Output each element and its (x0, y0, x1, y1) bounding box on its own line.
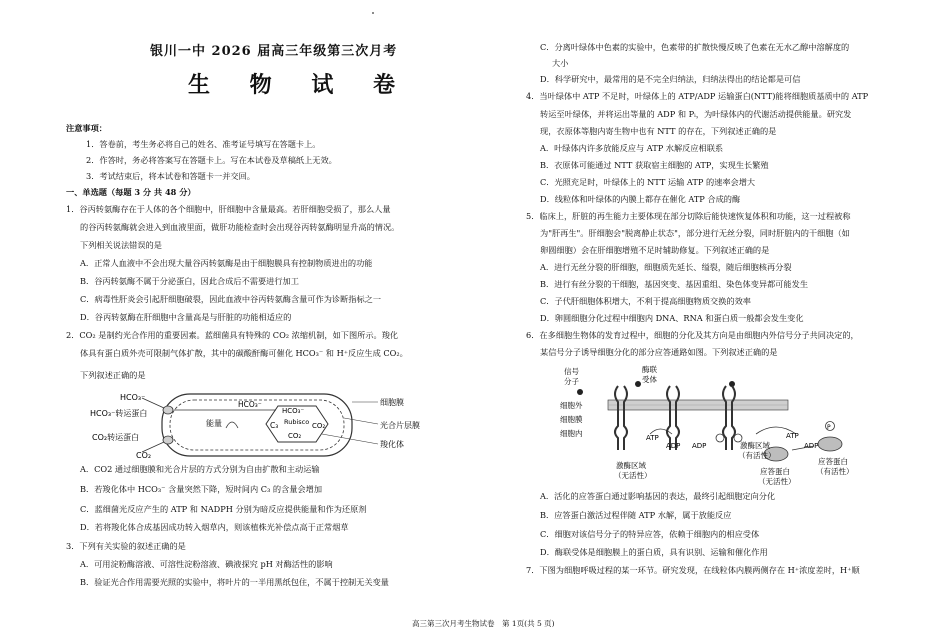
option-line: B．验证光合作用需要光照的实验中，将叶片的一半用黑纸包住，不属于控制无关变量 (80, 577, 389, 587)
fig2-kinase-inactive-l1: 激酶区域 (616, 461, 646, 470)
question-line: 6．在多细胞生物体的发育过程中，细胞的分化及其方向是由细胞内外信号分子共同决定的， (526, 330, 859, 340)
question-line: 某信号分子诱导细胞分化的部分应答通路如图。下列叙述正确的是 (540, 347, 778, 357)
fig2-atp: ATP (646, 434, 659, 442)
fig2-kinase-active-l2: （有活性） (738, 451, 776, 460)
section-heading: 一、单选题（每题 3 分 共 48 分） (66, 187, 196, 197)
option-line: A．进行无丝分裂的肝细胞，细胞质先延长、缢裂，随后细胞核再分裂 (540, 262, 792, 272)
option-line: 大小 (552, 58, 569, 68)
question-line: 7．下图为细胞呼吸过程的某一环节。研究发现，在线粒体内膜两侧存在 H⁺浓度差时，H⁺顺 (526, 565, 860, 575)
figure-co2-mechanism (90, 388, 420, 462)
option-line: B．进行有丝分裂的干细胞，基因突变、基因重组、染色体变异都可能发生 (540, 279, 809, 289)
question-line: 1．谷丙转氨酶存在于人体的各个细胞中，肝细胞中含量最高。若肝细胞受损了，那么人量 (66, 204, 391, 214)
scan-dot (372, 12, 374, 14)
question-line: 下列叙述正确的是 (80, 370, 146, 380)
fig1-energy: 能量 (206, 419, 222, 428)
note-item: 1．答卷前，考生务必将自己的姓名、准考证号填写在答题卡上。 (86, 139, 321, 149)
signal-molecule-dot (577, 389, 583, 395)
fig1-label-carboxysome: 羧化体 (380, 440, 404, 449)
subject-title: 生 物 试 卷 (188, 72, 411, 98)
fig1-label-lamella: 光合片层膜 (380, 421, 420, 430)
option-line: A．CO2 通过细胞膜和光合片层的方式分别为自由扩散和主动运输 (80, 464, 320, 474)
question-line: 卵圆细胞）会在肝细胞增殖不足时辅助修复。下列叙述正确的是 (540, 245, 770, 255)
fig2-response-active-l2: （有活性） (816, 467, 854, 476)
option-line: B．谷丙转氨酶不属于分泌蛋白，因此合成后不需要进行加工 (80, 276, 299, 286)
fig1-c3: C₃ (270, 421, 279, 430)
option-line: A．正常人血液中不会出现大量谷丙转氨酶是由于细胞膜具有控制物质进出的功能 (80, 258, 373, 268)
question-line: 的谷丙转氨酶就会进入到血液里面，做肝功能检查时会出现谷丙转氨酶明显升高的情况。 (80, 222, 400, 232)
question-line: 3．下列有关实验的叙述正确的是 (66, 541, 186, 551)
fig2-signal-l2: 分子 (564, 377, 579, 386)
fig1-co2-b: CO₂ (288, 432, 302, 440)
page-footer: 高三第三次月考生物试卷 第 1页(共 5 页) (412, 619, 555, 628)
fig2-adp3: ADP (804, 442, 819, 450)
question-line: 为"肝再生"。肝细胞会"脱离静止状态"，部分进行无丝分裂，同时肝脏内的干细胞（如 (540, 228, 850, 238)
option-line: A．叶绿体内许多放能反应与 ATP 水解反应相联系 (540, 143, 724, 153)
question-line: 现，衣原体等胞内寄生物中也有 NTT 的存在，下列叙述正确的是 (540, 126, 777, 136)
fig1-hco3-inner: HCO₃⁻ (282, 407, 305, 415)
option-line: B．若羧化体中 HCO₃⁻ 含量突然下降，短时间内 C₃ 的含量会增加 (80, 484, 323, 494)
fig2-adp1: ADP (666, 442, 681, 450)
school-title: 银川一中 2026 届高三年级第三次月考 (150, 44, 398, 59)
signal-molecule-dot (635, 381, 641, 387)
option-line: A．可用淀粉酶溶液、可溶性淀粉溶液、碘液探究 pH 对酶活性的影响 (80, 559, 333, 569)
fig2-response-active-l1: 应答蛋白 (818, 457, 848, 466)
option-line: D．线粒体和叶绿体的内膜上都存在催化 ATP 合成的酶 (540, 194, 741, 204)
fig2-p: P (827, 424, 831, 431)
co2-transporter-shape (163, 436, 173, 444)
question-line: 2．CO₂ 是制约光合作用的重要因素。蓝细菌具有特殊的 CO₂ 浓缩机制，如下图所示。羧化 (66, 330, 399, 340)
fig1-label-membrane: 细胞膜 (380, 398, 404, 407)
question-line: 4．当叶绿体中 ATP 不足时，叶绿体上的 ATP/ADP 运输蛋白(NTT)能将细胞质基质中的 ATP (526, 91, 869, 101)
fig2-response-inactive-l1: 应答蛋白 (760, 467, 790, 476)
option-line: C．病毒性肝炎会引起肝细胞破裂，因此血液中谷丙转氨酶含量可作为诊断指标之一 (80, 294, 382, 304)
fig2-signal-l1: 信号 (564, 367, 579, 376)
option-line: D．卵圆细胞分化过程中细胞内 DNA、RNA 和蛋白质一般都会发生变化 (540, 313, 804, 323)
option-line: C．光照充足时，叶绿体上的 NTT 运输 ATP 的速率会增大 (540, 177, 756, 187)
option-line: D．酶联受体是细胞膜上的蛋白质，具有识别、运输和催化作用 (540, 547, 768, 557)
fig2-membrane: 细胞膜 (560, 415, 583, 424)
fig1-co2-bottom: CO₂ (136, 451, 152, 460)
question-line: 下列相关说法错误的是 (80, 240, 162, 250)
question-line: 5．临床上，肝脏的再生能力主要体现在部分切除后能快速恢复体积和功能，这一过程被称 (526, 211, 851, 221)
note-item: 3．考试结束后，将本试卷和答题卡一并交回。 (86, 171, 255, 181)
receptor-left-chain (615, 386, 618, 450)
option-line: D．科学研究中，最常用的是不完全归纳法，归纳法得出的结论都是可信 (540, 74, 801, 84)
fig2-receptor-l2: 受体 (642, 375, 657, 384)
question-line: 转运至叶绿体，并将运出等量的 ADP 和 Pᵢ，为叶绿体内的代谢活动提供能量。研究发 (540, 109, 852, 119)
option-line: C．蓝细菌光反应产生的 ATP 和 NADPH 分别为暗反应提供能量和作为还原剂 (80, 504, 367, 514)
phosphate-circle (716, 434, 724, 442)
fig1-co2-a: CO₂ (312, 422, 326, 430)
notes-heading: 注意事项： (66, 123, 107, 133)
fig1-co2-transporter: CO₂转运蛋白 (92, 433, 140, 442)
fig1-rubisco: Rubisco (284, 418, 310, 426)
option-line: B．衣原体可能通过 NTT 获取宿主细胞的 ATP，实现生长繁殖 (540, 160, 769, 170)
option-line: C．细胞对该信号分子的特异应答，依赖于细胞内的相应受体 (540, 529, 760, 539)
fig2-receptor-l1: 酶联 (642, 365, 657, 374)
fig2-atp2: ATP (786, 432, 799, 440)
fig2-adp2: ADP (692, 442, 707, 450)
option-line: D．若将羧化体合成基因成功转入烟草内，则该植株光补偿点高于正常烟草 (80, 522, 349, 532)
fig2-outside: 细胞外 (560, 401, 583, 410)
fig2-inside: 细胞内 (560, 429, 583, 438)
option-line: A．活化的应答蛋白通过影响基因的表达，最终引起细胞定向分化 (540, 491, 776, 501)
option-line: C．分离叶绿体中色素的实验中，色素带的扩散快慢反映了色素在无水乙醇中溶解度的 (540, 42, 850, 52)
question-line: 体具有蛋白质外壳可限制气体扩散，其中的碳酸酐酶可催化 HCO₃⁻ 和 H⁺反应生成 CO₂。 (80, 348, 408, 358)
option-line: D．谷丙转氨酶在肝细胞中含量高是与肝脏的功能相适应的 (80, 312, 292, 322)
hco3-transporter-shape (163, 406, 173, 414)
fig2-response-inactive-l2: （无活性） (758, 477, 796, 486)
note-item: 2．作答时，务必将答案写在答题卡上。写在本试卷及草稿纸上无效。 (86, 155, 337, 165)
receptor-right-chain (624, 386, 627, 450)
option-line: C．子代肝细胞体积增大，不利于提高细胞物质交换的效率 (540, 296, 751, 306)
fig1-hco3-transporter: HCO₃⁻转运蛋白 (90, 409, 148, 418)
option-line: B．应答蛋白激活过程伴随 ATP 水解，属于放能反应 (540, 510, 732, 520)
response-protein-active (818, 437, 842, 451)
fig1-hco3-mid: HCO₃⁻ (238, 400, 262, 409)
fig2-kinase-inactive-l2: （无活性） (614, 471, 652, 480)
fig1-hco3-top: HCO₃⁻ (120, 393, 146, 402)
figure-receptor-pathway (560, 364, 870, 486)
fig2-kinase-active-l1: 激酶区域 (740, 441, 770, 450)
